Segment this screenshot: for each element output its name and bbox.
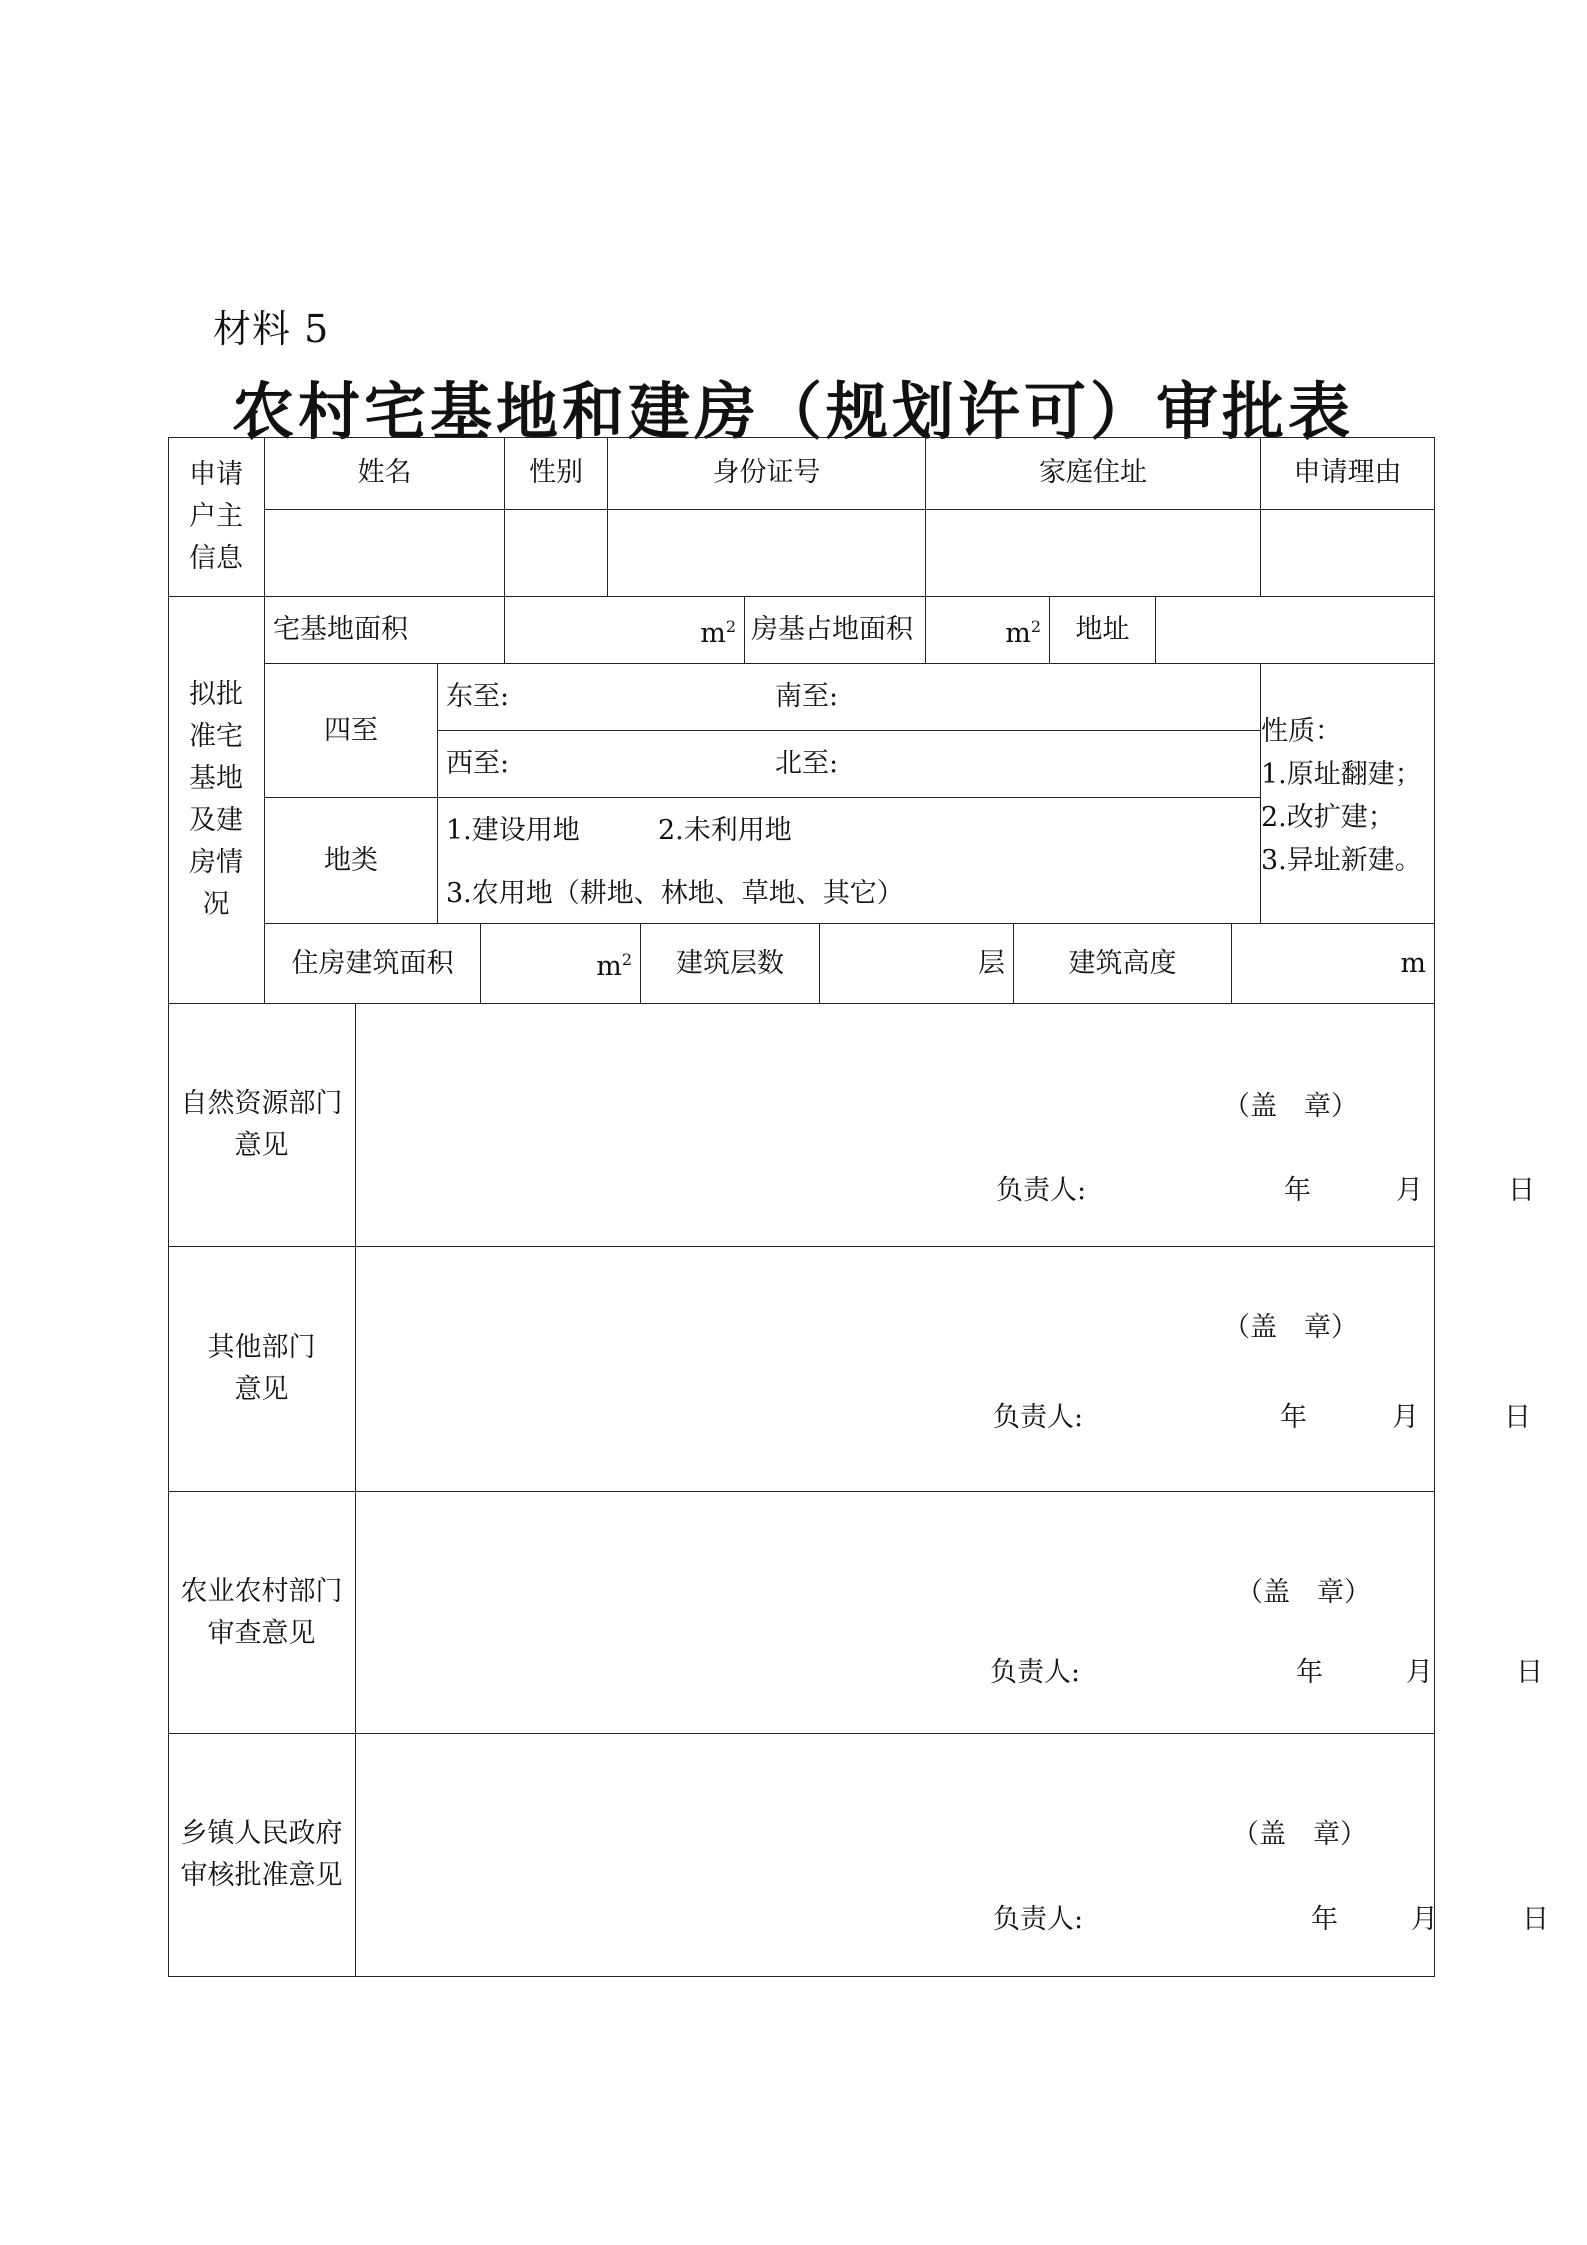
homestead-area-field[interactable] <box>505 597 745 664</box>
seal-text: （盖 章） <box>1232 1819 1367 1850</box>
site-label-line: 基地 <box>189 763 243 794</box>
site-label-line: 况 <box>202 889 230 920</box>
year-label: 年 <box>1311 1904 1338 1935</box>
material-label: 材料 5 <box>213 307 330 351</box>
north-boundary-label: 北至: <box>775 748 839 779</box>
year-label: 年 <box>1296 1657 1323 1688</box>
height-label <box>1014 924 1232 1004</box>
day-label: 日 <box>1508 1175 1535 1206</box>
opinion-label-agriculture <box>168 1492 356 1734</box>
height-text: 建筑高度 <box>1068 947 1177 979</box>
nature-option-rebuild: 1.原址翻建； <box>1261 759 1422 790</box>
month-label: 月 <box>1406 1657 1433 1688</box>
month-label: 月 <box>1392 1402 1419 1433</box>
header-gender-text: 性别 <box>529 457 583 488</box>
name-field[interactable] <box>265 510 505 597</box>
floors-field[interactable] <box>820 924 1014 1004</box>
opinion-field-other-departments[interactable] <box>356 1247 1531 1492</box>
year-label: 年 <box>1280 1402 1307 1433</box>
responsible-person-label: 负责人: <box>990 1657 1081 1688</box>
site-address-text: 地址 <box>1075 614 1130 645</box>
header-address-text: 家庭住址 <box>1039 457 1147 488</box>
header-reason-text: 申请理由 <box>1293 457 1402 488</box>
footprint-area-field[interactable] <box>926 597 1050 664</box>
floors-label <box>641 924 820 1004</box>
land-type-label <box>265 798 438 924</box>
nature-title: 性质： <box>1261 716 1342 747</box>
opinion-label-line: 自然资源部门 <box>180 1088 343 1119</box>
year-label: 年 <box>1284 1175 1311 1206</box>
homestead-area-label <box>265 597 505 664</box>
nature-option-expand: 2.改扩建； <box>1261 802 1395 833</box>
applicant-label-line: 申请 <box>189 458 243 490</box>
footprint-area-label <box>745 597 926 664</box>
applicant-section-label <box>168 437 265 597</box>
header-reason <box>1261 437 1435 510</box>
land-type-agricultural: 3.农用地（耕地、林地、草地、其它） <box>446 878 904 909</box>
site-label-line: 准宅 <box>189 721 243 752</box>
construction-nature-box <box>1261 664 1435 924</box>
responsible-person-label: 负责人: <box>993 1402 1084 1433</box>
opinion-label-other-departments <box>168 1247 356 1492</box>
header-name <box>265 437 505 510</box>
month-label: 月 <box>1411 1904 1438 1935</box>
address-field[interactable] <box>926 510 1261 597</box>
header-name-text: 姓名 <box>357 457 412 488</box>
responsible-person-label: 负责人: <box>993 1904 1084 1935</box>
land-type-options[interactable] <box>438 798 1261 924</box>
south-boundary-label: 南至: <box>775 681 839 712</box>
opinion-label-line: 乡镇人民政府 <box>180 1818 343 1849</box>
month-label: 月 <box>1396 1175 1423 1206</box>
opinion-label-line: 审查意见 <box>207 1617 316 1649</box>
opinion-field-agriculture[interactable] <box>356 1492 1543 1734</box>
day-label: 日 <box>1504 1402 1531 1433</box>
building-area-label <box>265 924 481 1004</box>
homestead-area-text: 宅基地面积 <box>273 614 408 645</box>
land-type-unused: 2.未利用地 <box>658 815 792 846</box>
document-title: 农村宅基地和建房（规划许可）审批表 <box>231 375 1354 448</box>
west-boundary-label: 西至: <box>446 748 510 779</box>
land-type-text: 地类 <box>324 844 378 876</box>
header-address <box>926 437 1261 510</box>
opinion-label-line: 农业农村部门 <box>180 1575 343 1607</box>
boundary-west-north-row[interactable] <box>438 731 1261 798</box>
id-number-field[interactable] <box>608 510 926 597</box>
site-label-line: 及建 <box>189 805 243 836</box>
east-boundary-label: 东至: <box>446 681 510 712</box>
area-unit: $m^2$ <box>1005 616 1041 649</box>
footprint-area-text: 房基占地面积 <box>751 614 913 645</box>
reason-field[interactable] <box>1261 510 1435 597</box>
seal-text: （盖 章） <box>1223 1091 1358 1122</box>
area-unit: $m^2$ <box>596 950 632 982</box>
opinion-field-township-government[interactable] <box>356 1734 1549 1977</box>
height-unit: m <box>1400 947 1426 979</box>
site-label-line: 房情 <box>189 847 243 878</box>
opinion-label-line: 意见 <box>234 1130 289 1161</box>
gender-field[interactable] <box>505 510 608 597</box>
site-label-line: 拟批 <box>189 679 243 710</box>
responsible-person-label: 负责人: <box>996 1175 1087 1206</box>
seal-text: （盖 章） <box>1223 1312 1358 1343</box>
area-unit: $m^2$ <box>700 616 736 649</box>
site-address-label <box>1050 597 1156 664</box>
site-address-field[interactable] <box>1156 597 1435 664</box>
boundaries-label <box>265 664 438 798</box>
boundary-east-south-row[interactable] <box>438 664 1261 731</box>
opinion-label-line: 其他部门 <box>207 1332 316 1363</box>
opinion-field-natural-resources[interactable] <box>356 1004 1535 1247</box>
applicant-label-line: 信息 <box>189 542 243 574</box>
building-area-field[interactable] <box>481 924 641 1004</box>
day-label: 日 <box>1522 1904 1549 1935</box>
floors-text: 建筑层数 <box>676 947 784 979</box>
header-gender <box>505 437 608 510</box>
opinion-label-line: 意见 <box>234 1374 289 1405</box>
boundaries-text: 四至 <box>324 714 378 746</box>
opinion-label-natural-resources <box>168 1004 356 1247</box>
opinion-label-township-government <box>168 1734 356 1977</box>
approval-form-table <box>168 437 1549 1977</box>
land-type-construction: 1.建设用地 <box>446 815 580 846</box>
floors-unit: 层 <box>978 947 1005 979</box>
opinion-label-line: 审核批准意见 <box>180 1860 343 1891</box>
day-label: 日 <box>1516 1657 1543 1688</box>
header-id-text: 身份证号 <box>712 457 821 488</box>
nature-option-relocate: 3.异址新建。 <box>1261 845 1422 876</box>
height-field[interactable] <box>1232 924 1435 1004</box>
building-area-text: 住房建筑面积 <box>291 947 454 979</box>
header-id-number <box>608 437 926 510</box>
seal-text: （盖 章） <box>1236 1577 1371 1608</box>
applicant-label-line: 户主 <box>189 500 243 532</box>
site-section-label <box>168 597 265 1004</box>
